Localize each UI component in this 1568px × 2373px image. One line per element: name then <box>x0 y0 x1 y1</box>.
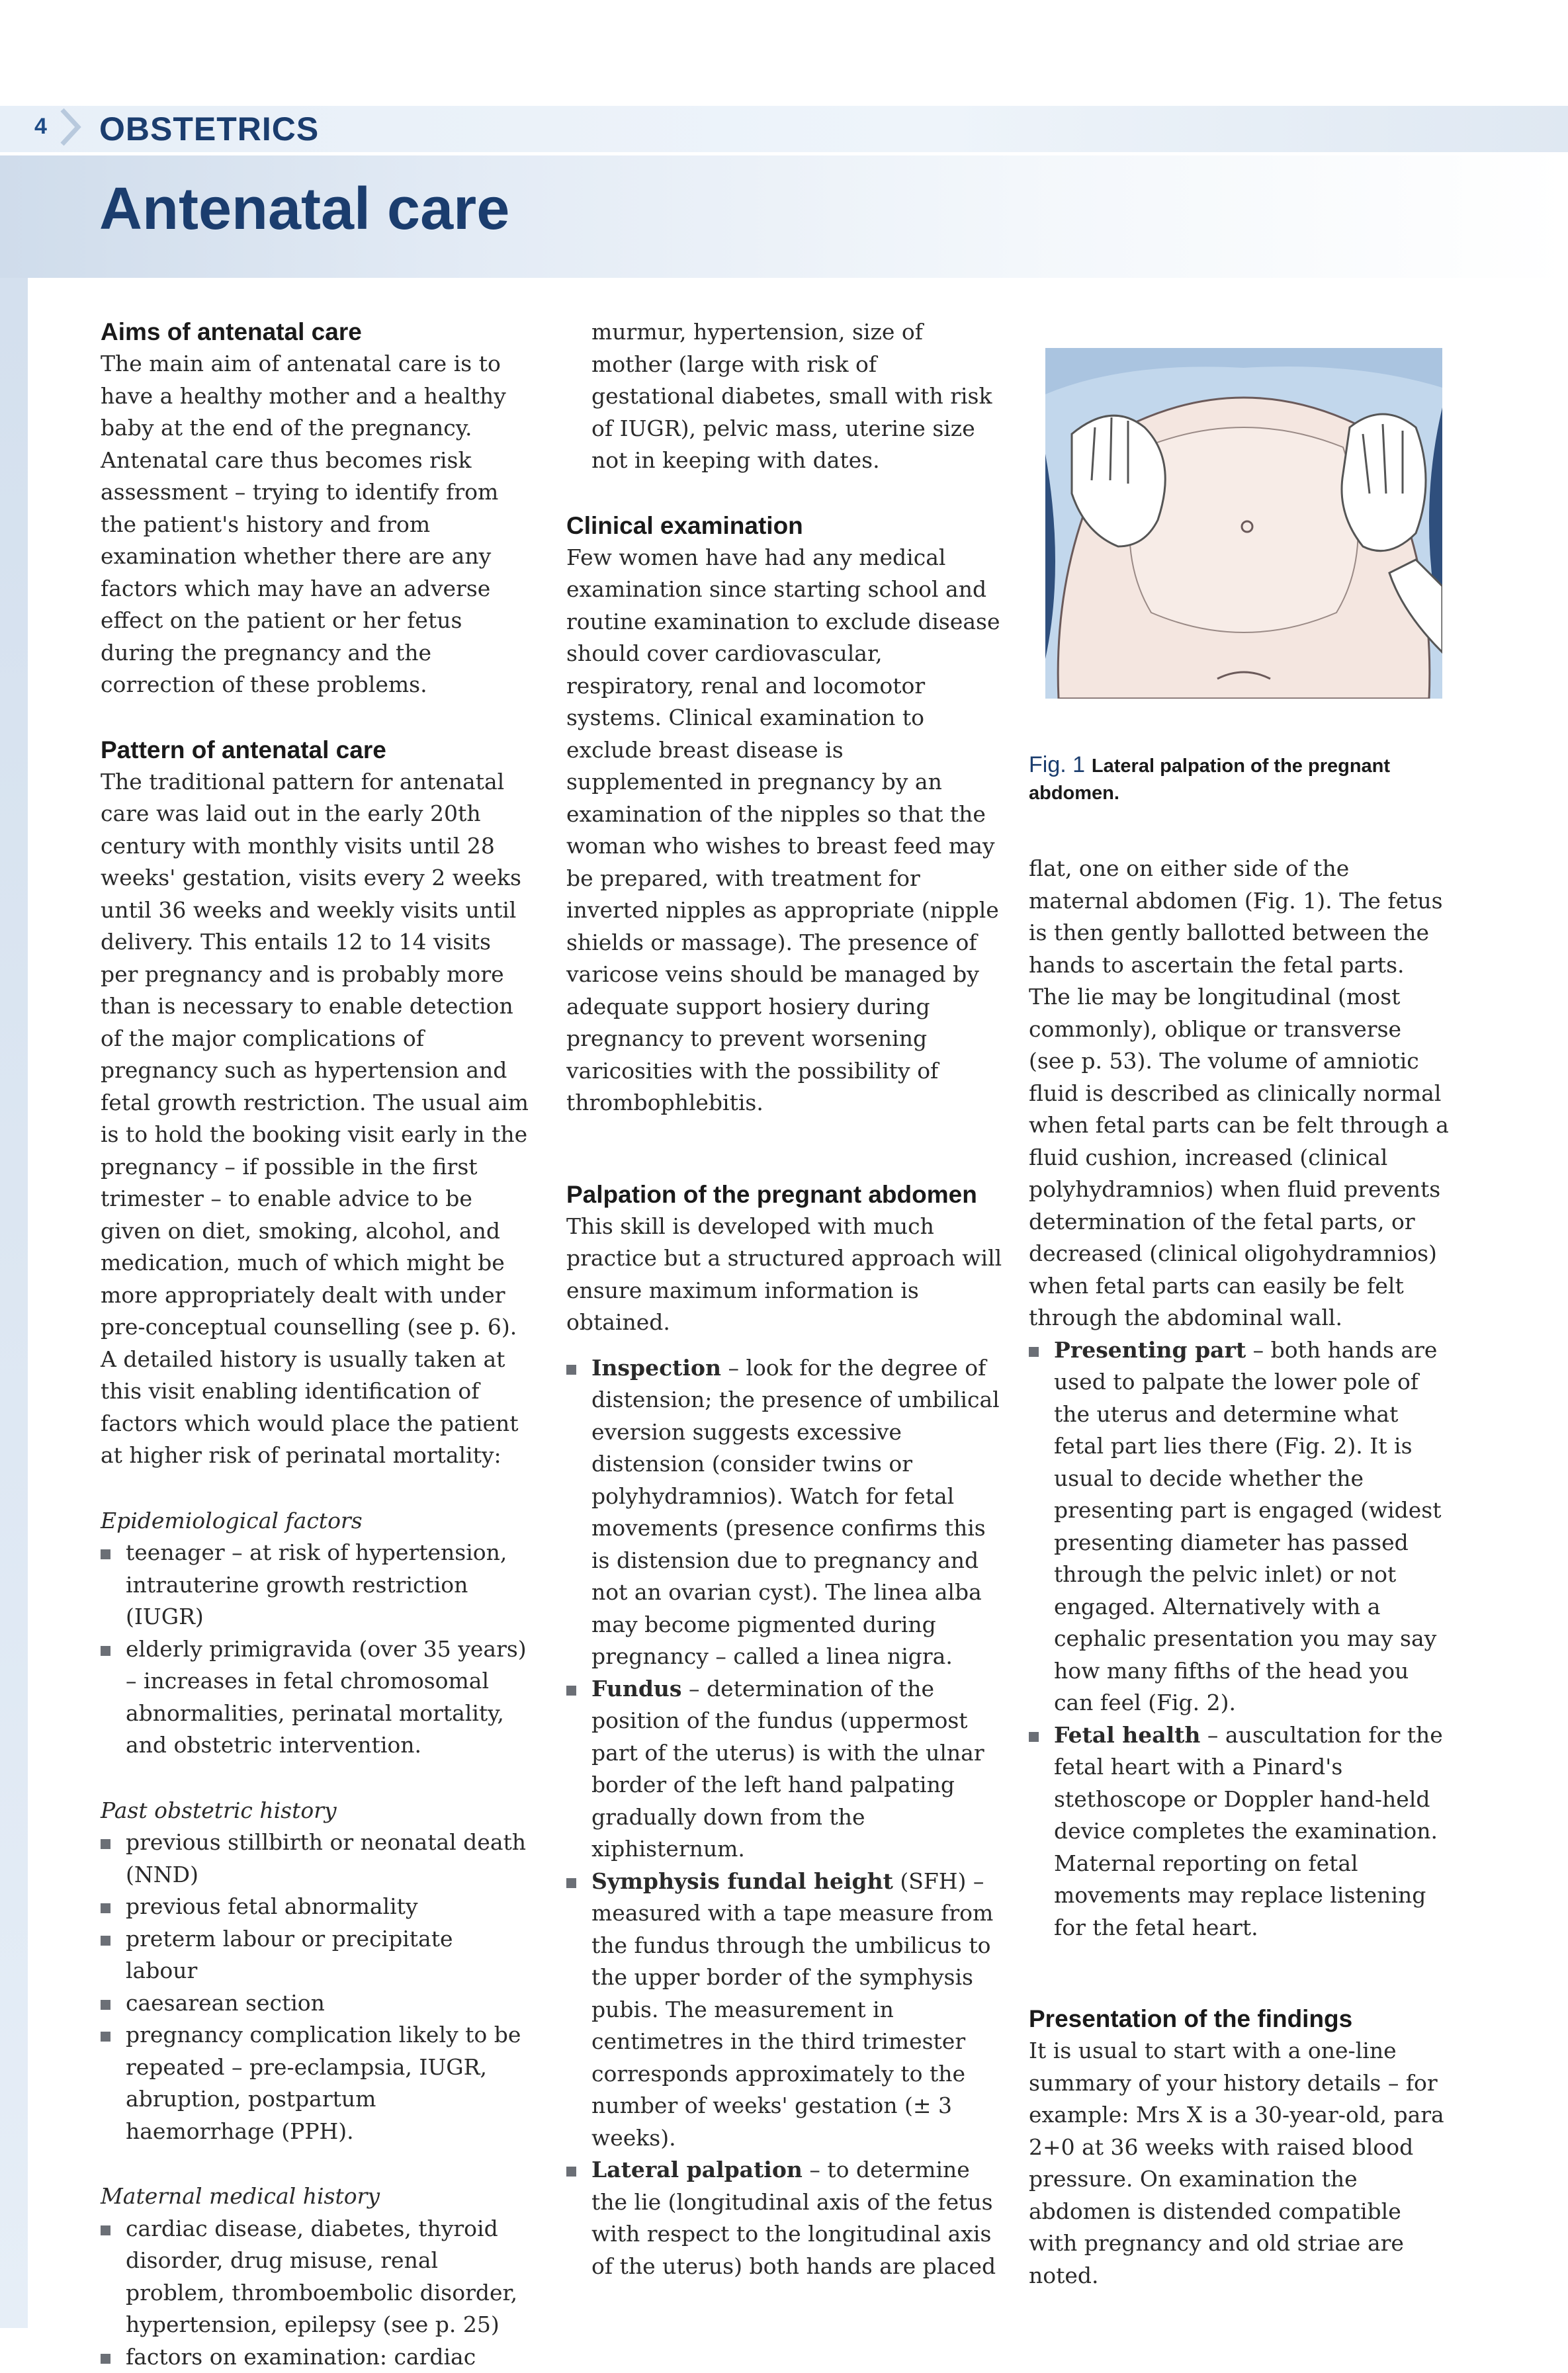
palpation-heading: Palpation of the pregnant abdomen <box>566 1179 1003 1211</box>
maternal-medical-list <box>101 2213 531 2373</box>
page-title: Antenatal care <box>99 175 509 243</box>
list-item: preterm labour or precipitate labour <box>101 1923 531 1987</box>
term-text: (SFH) – measured with a tape measure from the fundus through the umbilicus to the upper border of the symphysis pubis. The measurement in centimetres in the third trimester corresponds approximately to the number of weeks' gestation (± 3 weeks). <box>591 1868 993 2151</box>
term-text: – to determine the lie (longitudinal axis of the fetus with respect to the longitudinal axis of the uterus) both hands are placed <box>591 2157 996 2279</box>
maternal-medical-continuation: murmur, hypertension, size of mother (large with risk of gestational diabetes, small with risk of IUGR), pelvic mass, uterine size not in keeping with dates. <box>591 316 1003 477</box>
figure-caption-text: Lateral palpation of the pregnant abdomen. <box>1029 755 1390 804</box>
epidemiological-list <box>101 1537 531 1762</box>
pattern-text: The traditional pattern for antenatal care was laid out in the early 20th century with monthly visits until 28 weeks' gestation, visits every 2 weeks until 36 weeks and weekly visits until delivery. This entails 12 to 14 visits per pregnancy and is probably more than is necessary to enable detection of the major complications of pregnancy such as hypertension and fetal growth restriction. The usual aim is to hold the booking visit early in the pregnancy – if possible in the first trimester – to enable advice to be given on diet, smoking, alcohol, and medication, much of which might be more appropriately dealt with under pre-conceptual counselling (see p. 6). A detailed history is usually taken at this visit enabling identification of factors which would place the patient at higher risk of perinatal mortality: <box>101 766 531 1472</box>
past-obstetric-list <box>101 1827 531 2147</box>
term-text: – determination of the position of the fundus (uppermost part of the uterus) is with the ulnar border of the left hand palpating gradually down from the xiphisternum. <box>591 1676 984 1862</box>
side-strip <box>0 278 28 2328</box>
list-item: caesarean section <box>101 1987 531 2020</box>
list-item <box>566 1352 1003 1673</box>
past-obstetric-heading: Past obstetric history <box>101 1795 531 1827</box>
maternal-medical-heading: Maternal medical history <box>101 2180 531 2213</box>
list-item: cardiac disease, diabetes, thyroid disorder, drug misuse, renal problem, thromboembolic disorder, hypertension, epilepsy (see p. 25) <box>101 2213 531 2341</box>
list-item <box>566 2154 1003 2282</box>
term-text: – auscultation for the fetal heart with a Pinard's stethoscope or Doppler hand-held device completes the examination. Maternal reporting on fetal movements may replace listening for the fetal heart. <box>1054 1722 1443 1940</box>
list-item <box>1029 1719 1452 1944</box>
abdomen-illustration <box>1045 348 1442 699</box>
list-item: factors on examination: cardiac <box>101 2341 531 2373</box>
list-item <box>1029 1334 1452 1719</box>
term: Lateral palpation <box>591 2157 803 2182</box>
term: Symphysis fundal height <box>591 1868 893 1894</box>
aims-heading: Aims of antenatal care <box>101 316 531 348</box>
presentation-heading: Presentation of the findings <box>1029 2003 1452 2035</box>
term: Inspection <box>591 1355 721 1381</box>
list-item: previous stillbirth or neonatal death (NND) <box>101 1827 531 1891</box>
column-1 <box>101 316 531 2373</box>
term: Presenting part <box>1054 1337 1246 1363</box>
term: Fetal health <box>1054 1722 1200 1748</box>
aims-text: The main aim of antenatal care is to have a healthy mother and a healthy baby at the end of the pregnancy. Antenatal care thus becomes risk assessment – trying to identify from the patient's history and from examination whether there are any factors which may have an adverse effect on the patient or her fetus during the pregnancy and the correction of these problems. <box>101 348 531 701</box>
term-text: – both hands are used to palpate the lower pole of the uterus and determine what fetal part lies there (Fig. 2). It is usual to decide whether the presenting part is engaged (widest presenting diameter has passed through the pelvic inlet) or not engaged. Alternatively with a cephalic presentation you may say how many fifths of the head you can feel (Fig. 2). <box>1054 1337 1442 1716</box>
list-item: pregnancy complication likely to be repeated – pre-eclampsia, IUGR, abruption, postpartum haemorrhage (PPH). <box>101 2019 531 2147</box>
list-item <box>566 1866 1003 2155</box>
term: Fundus <box>591 1676 681 1702</box>
list-item: teenager – at risk of hypertension, intrauterine growth restriction (IUGR) <box>101 1537 531 1633</box>
pattern-heading: Pattern of antenatal care <box>101 734 531 766</box>
column-2 <box>566 316 1003 2282</box>
term-text: – look for the degree of distension; the presence of umbilical eversion suggests excessive distension (consider twins or polyhydramnios). Watch for fetal movements (presence confirms this is distension due to pregnancy and not an ovarian cyst). The linea alba may become pigmented during pregnancy – called a linea nigra. <box>591 1355 1000 1670</box>
palpation-intro: This skill is developed with much practice but a structured approach will ensure maximum information is obtained. <box>566 1211 1003 1339</box>
palpation-list-continued <box>1029 1334 1452 1944</box>
page-number: 4 <box>34 114 47 140</box>
clinical-text: Few women have had any medical examination since starting school and routine examination to exclude disease should cover cardiovascular, respiratory, renal and locomotor systems. Clinical examination to exclude breast disease is supplemented in pregnancy by an examination of the nipples so that the woman who wishes to breast feed may be prepared, with treatment for inverted nipples as appropriate (nipple shields or massage). The presence of varicose veins should be managed by adequate support hosiery during pregnancy to prevent worsening varicosities with the possibility of thrombophlebitis. <box>566 542 1003 1119</box>
palpation-list <box>566 1352 1003 2283</box>
lateral-palpation-continuation: flat, one on either side of the maternal abdomen (Fig. 1). The fetus is then gently ballotted between the hands to ascertain the fetal parts. The lie may be longitudinal (most commonly), oblique or transverse (see p. 53). The volume of amniotic fluid is described as clinically normal when fetal parts can be felt through a fluid cushion, increased (clinical polyhydramnios) when fluid prevents determination of the fetal parts, or decreased (clinical oligohydramnios) when fetal parts can easily be felt through the abdominal wall. <box>1029 853 1452 1334</box>
column-3 <box>1029 316 1452 2292</box>
chevron-right-icon <box>58 107 82 147</box>
figure-lateral-palpation <box>1045 348 1442 699</box>
list-item <box>566 1673 1003 1866</box>
epidemiological-heading: Epidemiological factors <box>101 1505 531 1537</box>
list-item: elderly primigravida (over 35 years) – increases in fetal chromosomal abnormalities, perinatal mortality, and obstetric intervention. <box>101 1633 531 1762</box>
clinical-heading: Clinical examination <box>566 510 1003 542</box>
figure-caption <box>1029 752 1452 806</box>
figure-number: Fig. 1 <box>1029 752 1085 777</box>
presentation-text: It is usual to start with a one-line summary of your history details – for example: Mrs X is a 30-year-old, para 2+0 at 36 weeks with raised blood pressure. On examination the abdomen is distended compatible with pregnancy and old striae are noted. <box>1029 2035 1452 2292</box>
section-label: OBSTETRICS <box>99 110 319 148</box>
list-item: previous fetal abnormality <box>101 1891 531 1923</box>
